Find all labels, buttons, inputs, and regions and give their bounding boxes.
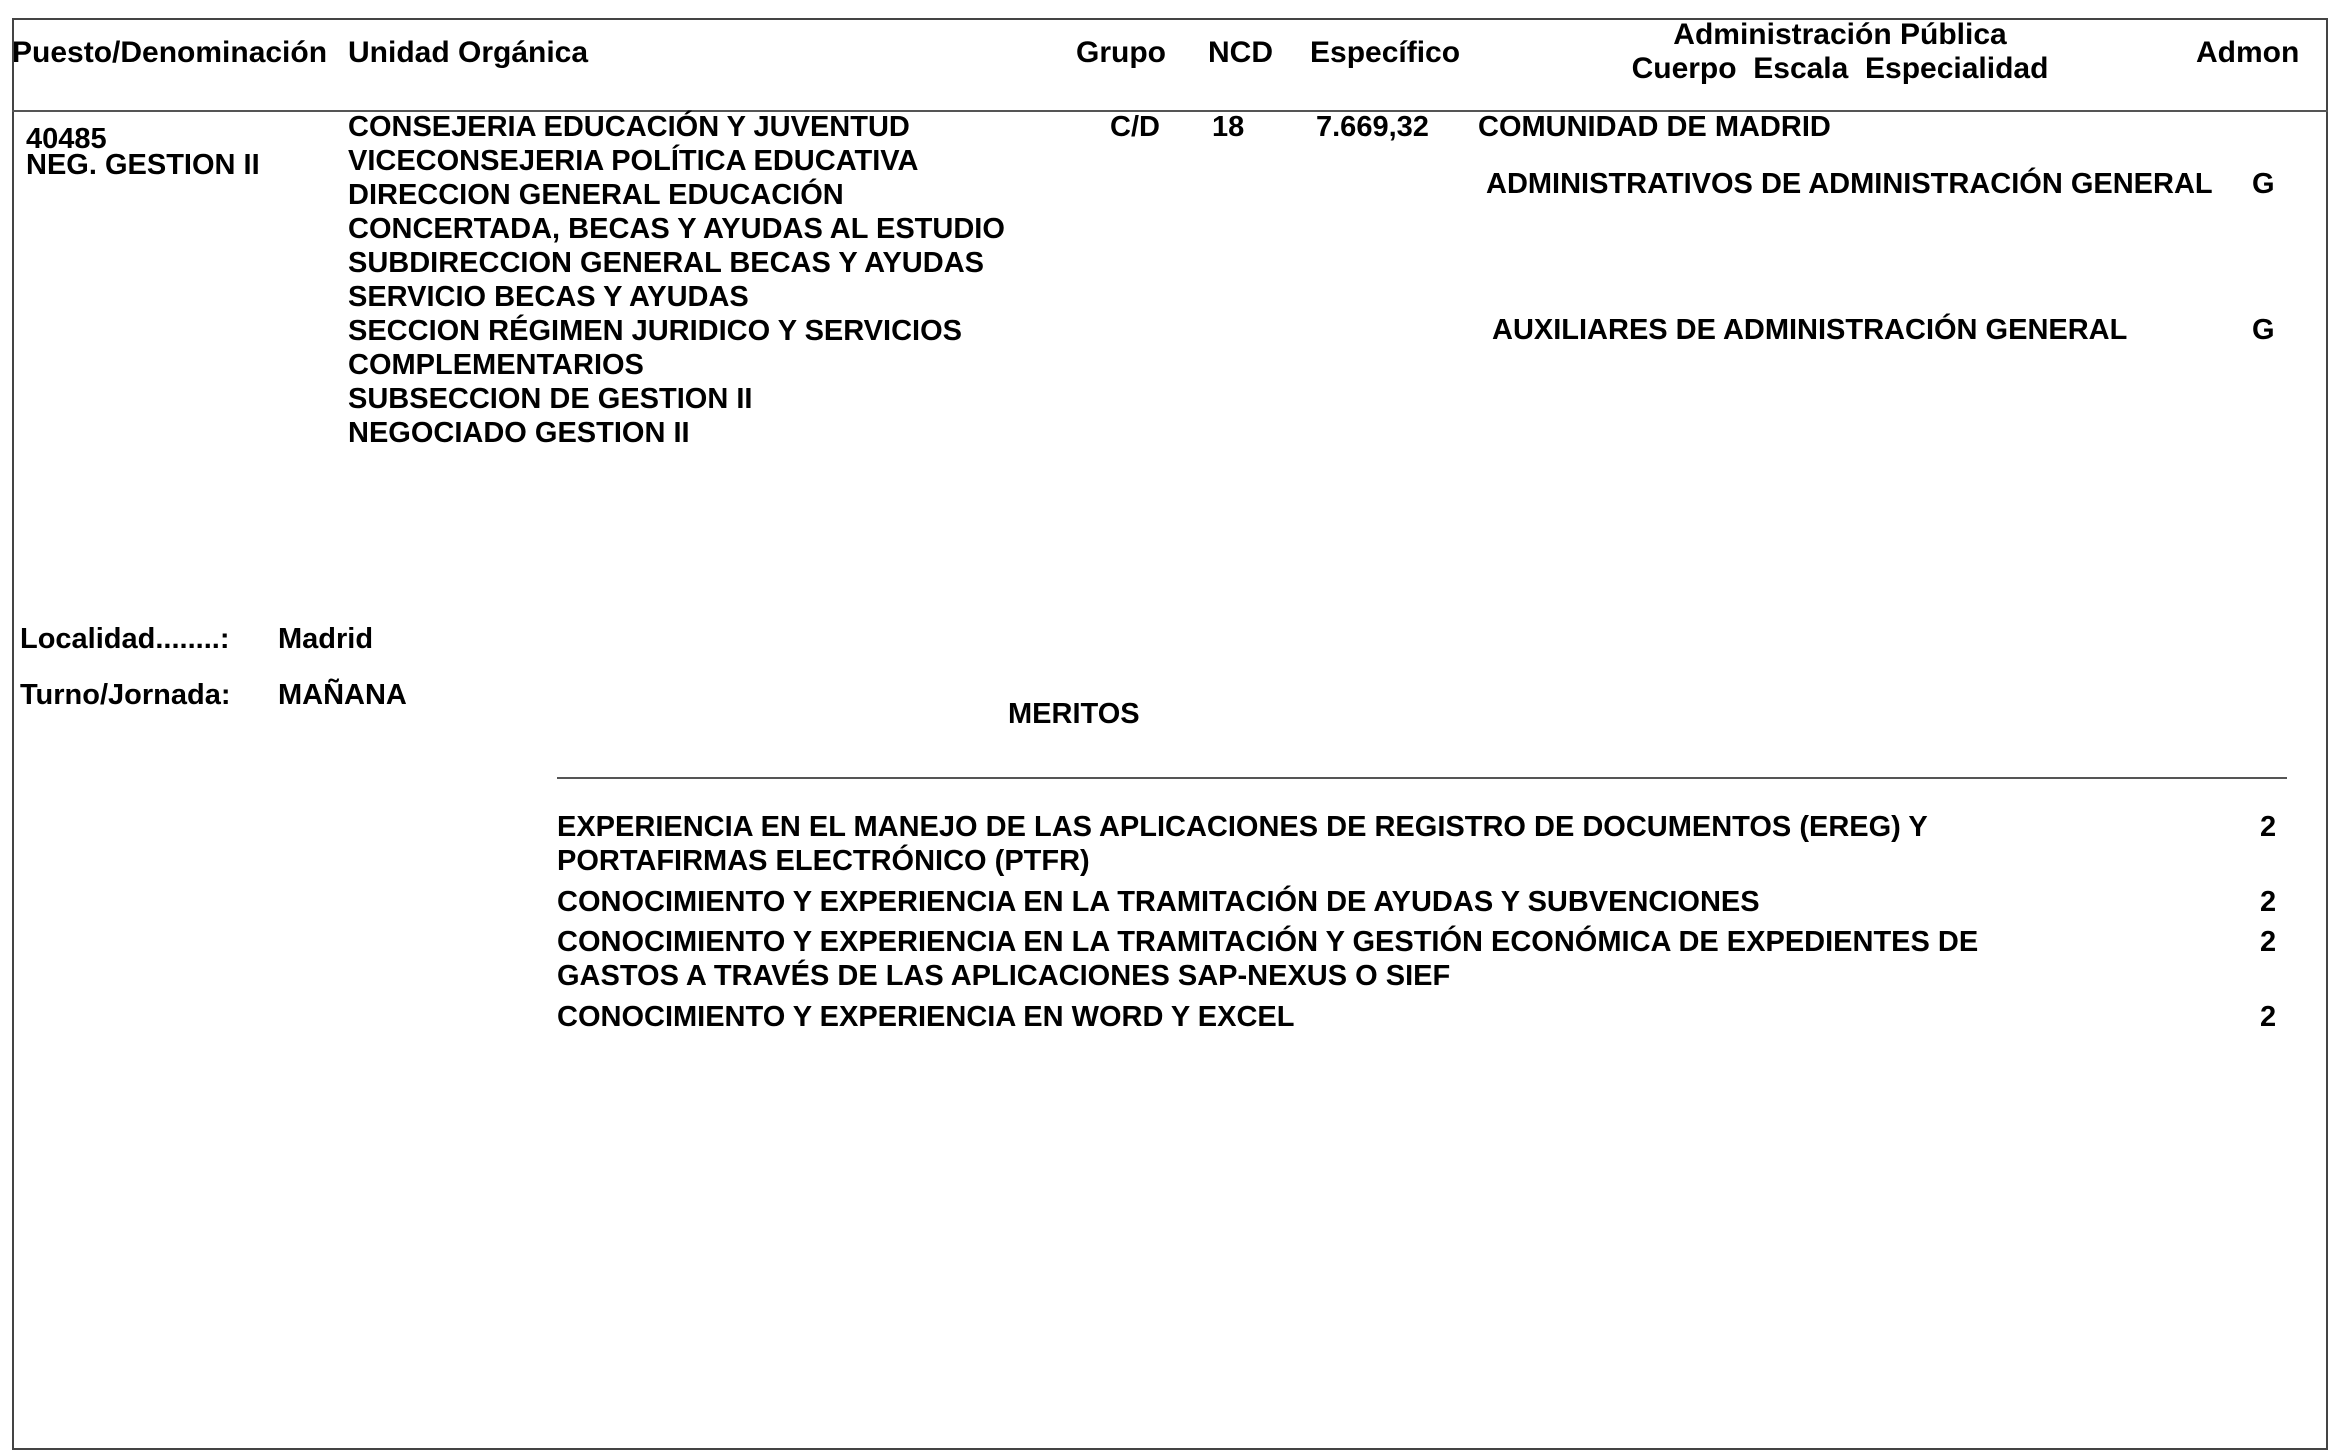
header-admin-line2: Cuerpo Escala Especialidad: [1631, 52, 2049, 85]
header-admon: Admon: [2196, 36, 2300, 69]
merito-3-points: 2: [2260, 926, 2277, 958]
header-admin-line1: Administración Pública: [1673, 18, 2007, 51]
unidad-line: CONCERTADA, BECAS Y AYUDAS AL ESTUDIO: [348, 213, 1005, 245]
header-unidad: Unidad Orgánica: [348, 36, 589, 69]
merito-1-points: 2: [2260, 811, 2277, 843]
cuerpo-1-admon: G: [2252, 168, 2275, 200]
localidad-label: Localidad........:: [20, 623, 230, 655]
puesto-denominacion: NEG. GESTION II: [26, 149, 260, 181]
unidad-line: CONSEJERIA EDUCACIÓN Y JUVENTUD: [348, 111, 910, 143]
unidad-line: NEGOCIADO GESTION II: [348, 417, 690, 449]
merito-3-line2: GASTOS A TRAVÉS DE LAS APLICACIONES SAP-NEXUS O SIEF: [557, 960, 1451, 992]
cuerpo-2-nombre: AUXILIARES DE ADMINISTRACIÓN GENERAL: [1492, 314, 2128, 346]
merito-4-points: 2: [2260, 1001, 2277, 1033]
merito-2-line1: CONOCIMIENTO Y EXPERIENCIA EN LA TRAMITACIÓN DE AYUDAS Y SUBVENCIONES: [557, 886, 1760, 918]
administracion-value: COMUNIDAD DE MADRID: [1478, 111, 1831, 143]
unidad-line: VICECONSEJERIA POLÍTICA EDUCATIVA: [348, 145, 919, 177]
especifico-value: 7.669,32: [1316, 111, 1429, 143]
unidad-line: SUBSECCION DE GESTION II: [348, 383, 753, 415]
unidad-line: DIRECCION GENERAL EDUCACIÓN: [348, 179, 844, 211]
unidad-line: SECCION RÉGIMEN JURIDICO Y SERVICIOS: [348, 315, 962, 347]
turno-label: Turno/Jornada:: [20, 679, 231, 711]
header-ncd: NCD: [1208, 36, 1273, 69]
cuerpo-1-nombre: ADMINISTRATIVOS DE ADMINISTRACIÓN GENERAL: [1486, 168, 2213, 200]
localidad-value: Madrid: [278, 623, 374, 655]
cuerpo-2-admon: G: [2252, 314, 2275, 346]
header-puesto: Puesto/Denominación: [12, 36, 328, 69]
unidad-line: SERVICIO BECAS Y AYUDAS: [348, 281, 749, 313]
header-especifico: Específico: [1310, 36, 1461, 69]
puesto-codigo: 40485: [26, 123, 107, 155]
ncd-value: 18: [1212, 111, 1245, 143]
unidad-line: COMPLEMENTARIOS: [348, 349, 644, 381]
merito-4-line1: CONOCIMIENTO Y EXPERIENCIA EN WORD Y EXCEL: [557, 1001, 1295, 1033]
merito-1-line2: PORTAFIRMAS ELECTRÓNICO (PTFR): [557, 845, 1090, 877]
header-grupo: Grupo: [1076, 36, 1166, 69]
turno-value: MAÑANA: [278, 679, 407, 711]
merito-1-line1: EXPERIENCIA EN EL MANEJO DE LAS APLICACIONES DE REGISTRO DE DOCUMENTOS (EREG) Y: [557, 811, 1928, 843]
meritos-title: MERITOS: [1008, 698, 1140, 730]
unidad-organica-list: [348, 110, 1005, 450]
merito-3-line1: CONOCIMIENTO Y EXPERIENCIA EN LA TRAMITACIÓN Y GESTIÓN ECONÓMICA DE EXPEDIENTES DE: [557, 926, 1979, 958]
unidad-line: SUBDIRECCION GENERAL BECAS Y AYUDAS: [348, 247, 984, 279]
merito-2-points: 2: [2260, 886, 2277, 918]
meritos-divider: [557, 777, 2287, 779]
grupo-value: C/D: [1110, 111, 1160, 143]
